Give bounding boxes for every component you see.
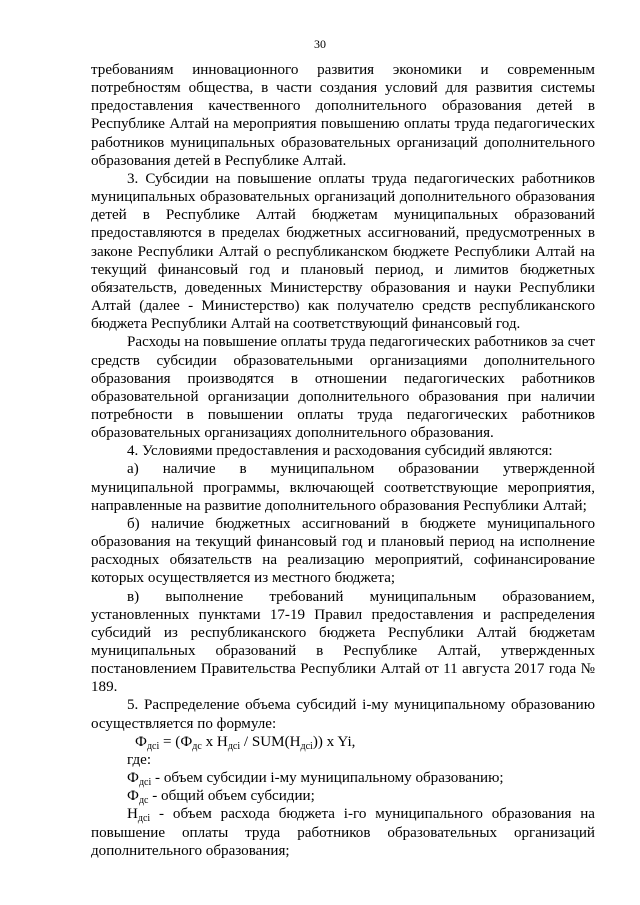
paragraph-item-4: 4. Условиями предоставления и расходования субсидий являются:	[127, 443, 553, 460]
paragraph-condition-a: а) наличие в муниципальном образовании утвержденной муниципальной программы, включающей соответствующие мероприятия, направленные на развитие дополнительного образования Республики Алтай;	[91, 461, 595, 514]
definition-ndsi: $Н_{дсi}$ - объем расхода бюджета i-го муниципального образования на повышение оплаты труда работников образовательных организаций дополнительного образования;	[91, 806, 595, 859]
paragraph-item-5: 5. Распределение объема субсидий i-му муниципальному образованию осуществляется по формуле:	[91, 697, 595, 732]
distribution-formula: $Ф_{дсi} = (Ф_{дс}$ x $Н_{дсi} / SUM(Н_{дсi})$) x Yi,	[135, 733, 356, 752]
definition-fds: $Ф_{дс}$ - общий объем субсидии;	[127, 788, 315, 807]
paragraph-condition-c: в) выполнение требований муниципальным образованием, установленных пунктами 17-19 Правил предоставления и распределения субсидий из республиканского бюджета Республики Алтай бюджетам муниципальных образований в Республике Алтай, утвержденных постановлением Правительства Республики Алтай от 11 августа 2017 года № 189.	[91, 588, 595, 696]
paragraph-expenses: Расходы на повышение оплаты труда педагогических работников за счет средств субсидии образовательными организациями дополнительного образования производятся в отношении педагогических работников образовательной организации дополнительного образования при наличии потребности в повышении оплаты труда педагогических работников образовательных организациях дополнительного образования.	[91, 334, 595, 442]
paragraph-item-3: 3. Субсидии на повышение оплаты труда педагогических работников муниципальных образовательных организаций дополнительного образования детей в Республике Алтай бюджетам муниципальных образований предоставляются в пределах бюджетных ассигнований, предусмотренных в законе Республики Алтай о республиканском бюджете Республики Алтай на текущий финансовый год и плановый период, и лимитов бюджетных обязательств, доведенных Министерству образования и науки Республики Алтай (далее - Министерство) как получателю средств республиканского бюджета Республики Алтай на соответствующий финансовый год.	[91, 170, 595, 333]
where-label: где:	[127, 751, 152, 768]
definition-fdsi: $Ф_{дсi}$ - объем субсидии i-му муниципальному образованию;	[127, 770, 504, 789]
paragraph-condition-b: б) наличие бюджетных ассигнований в бюджете муниципального образования на текущий финансовый год и плановый период на исполнение расходных обязательств на реализацию мероприятий, софинансирование которых осуществляется из местного бюджета;	[91, 515, 595, 587]
page-number: 30	[314, 37, 326, 51]
document-body	[91, 61, 595, 860]
paragraph-continuation: требованиям инновационного развития экономики и современным потребностям общества, в части создания условий для развития системы предоставления качественного дополнительного образования детей в Республике Алтай на мероприятия повышению оплаты труда педагогических работников муниципальных образовательных организаций дополнительного образования детей в Республике Алтай.	[91, 62, 595, 169]
